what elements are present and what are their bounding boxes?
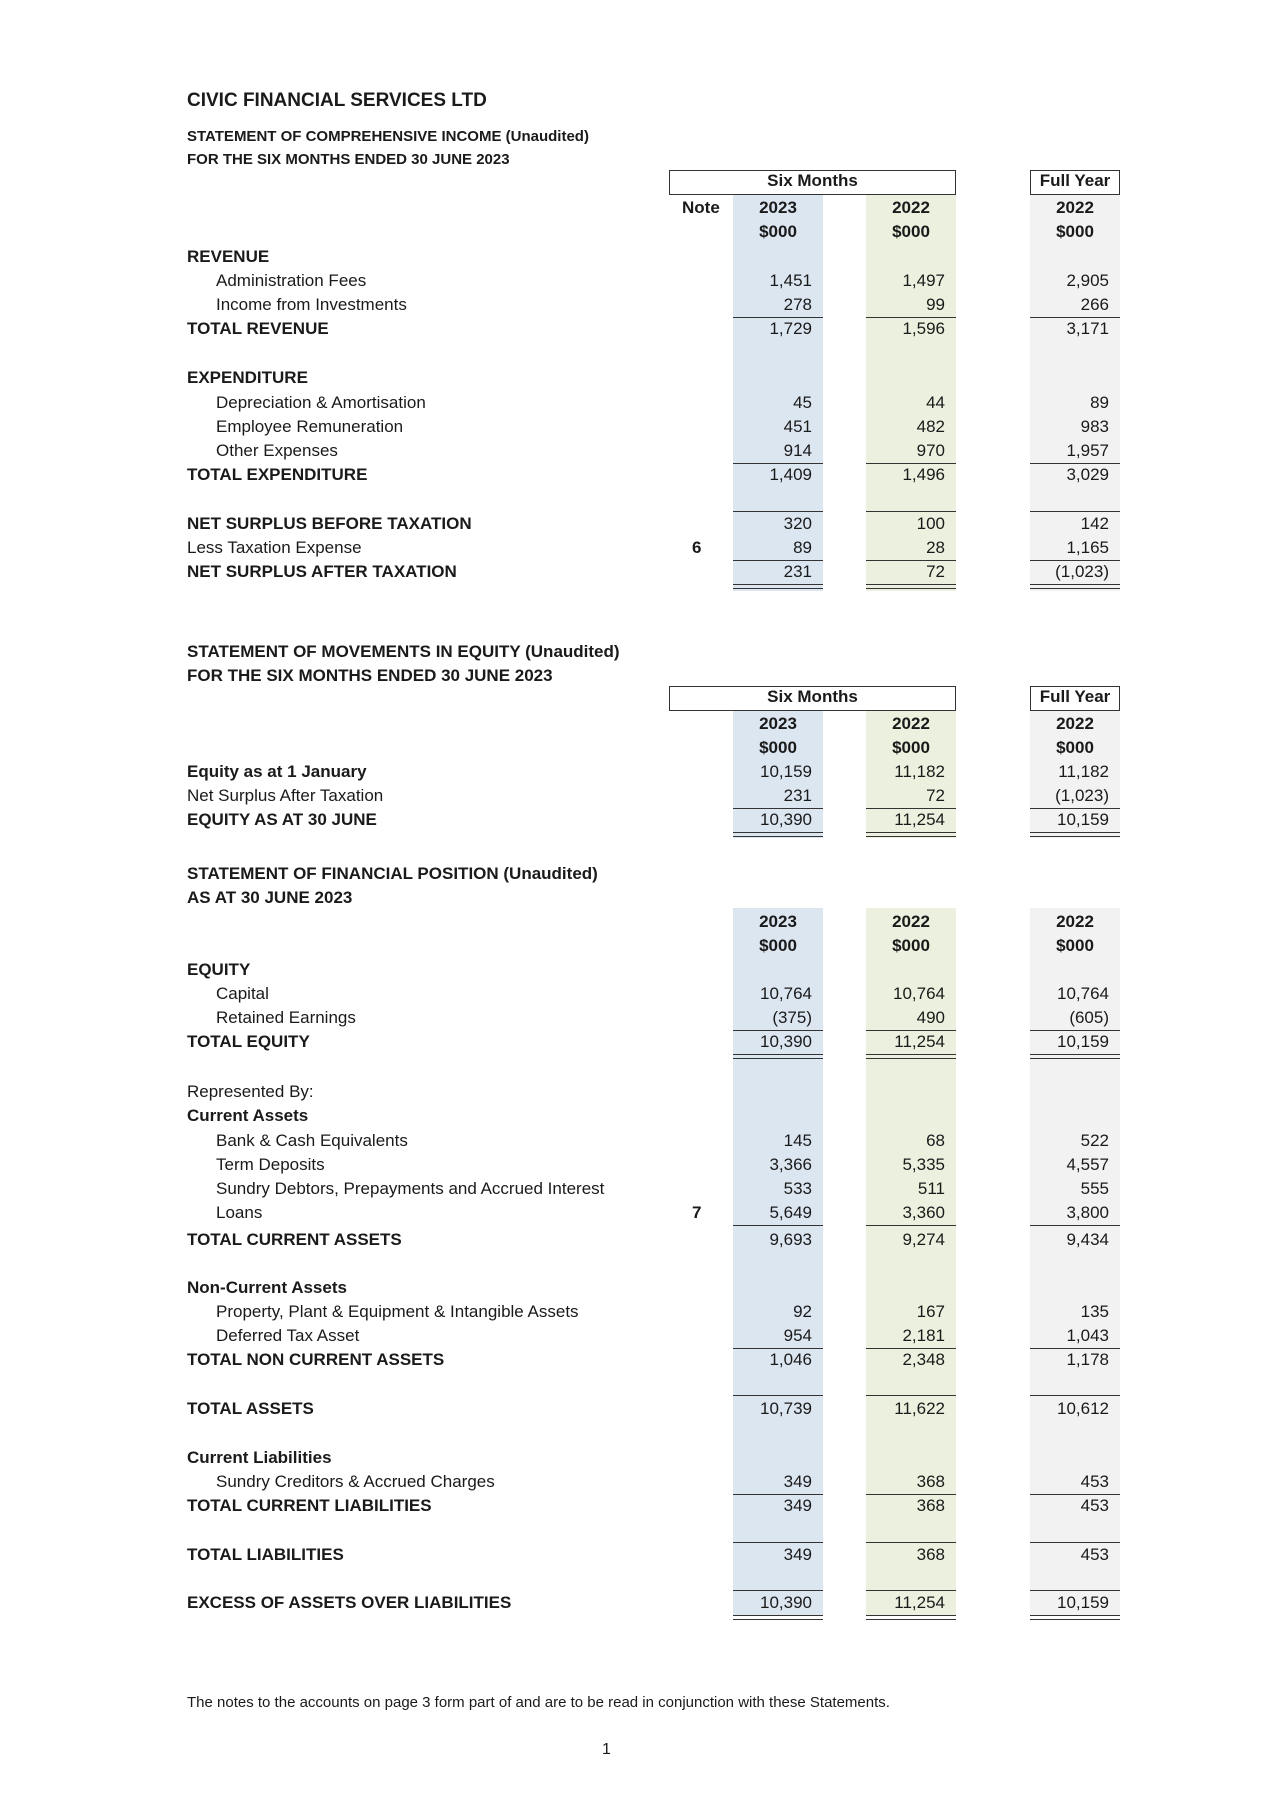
depreciation-2022: 44 xyxy=(926,393,945,412)
total-current-liabilities-label: TOTAL CURRENT LIABILITIES xyxy=(187,1496,432,1515)
sundry-debtors-2023: 533 xyxy=(783,1179,812,1198)
equity-full-year-header-box: Full Year xyxy=(1030,686,1120,711)
bank-fy2022: 522 xyxy=(1080,1131,1109,1150)
rule xyxy=(866,1225,956,1226)
rule xyxy=(733,317,823,318)
total-assets-2023: 10,739 xyxy=(760,1399,812,1418)
excess-2023: 10,390 xyxy=(760,1593,812,1612)
total-current-liabilities-fy2022: 453 xyxy=(1080,1496,1109,1515)
opening-equity-2022: 11,182 xyxy=(894,762,945,781)
rule xyxy=(733,1225,823,1226)
tax-expense-fy2022: 1,165 xyxy=(1066,538,1109,557)
excess-2022: 11,254 xyxy=(894,1593,945,1612)
company-name: CIVIC FINANCIAL SERVICES LTD xyxy=(187,90,487,111)
bank-2022: 68 xyxy=(926,1131,945,1150)
tax-note-ref: 6 xyxy=(692,538,702,557)
tax-expense-2023: 89 xyxy=(793,538,812,557)
income-title: STATEMENT OF COMPREHENSIVE INCOME (Unaudited) xyxy=(187,128,589,145)
retained-earnings-2023: (375) xyxy=(772,1008,812,1027)
total-noncurrent-2022: 2,348 xyxy=(902,1350,945,1369)
rule xyxy=(733,1348,823,1349)
ppe-label: Property, Plant & Equipment & Intangible Assets xyxy=(216,1302,579,1321)
capital-fy2022: 10,764 xyxy=(1057,984,1109,1003)
surplus-before-tax-2023: 320 xyxy=(783,514,812,533)
depreciation-fy2022: 89 xyxy=(1090,393,1109,412)
employee-remuneration-2022: 482 xyxy=(916,417,945,436)
term-deposits-fy2022: 4,557 xyxy=(1066,1155,1109,1174)
income-col1-unit: $000 xyxy=(759,222,797,241)
equity-surplus-fy2022: (1,023) xyxy=(1055,786,1109,805)
rule xyxy=(733,1494,823,1495)
rule xyxy=(733,1542,823,1543)
investment-income-fy2022: 266 xyxy=(1080,295,1109,314)
term-deposits-2022: 5,335 xyxy=(902,1155,945,1174)
sundry-debtors-label: Sundry Debtors, Prepayments and Accrued Interest xyxy=(216,1179,605,1198)
equity-col1-unit: $000 xyxy=(759,738,797,757)
capital-2022: 10,764 xyxy=(893,984,945,1003)
bank-2023: 145 xyxy=(783,1131,812,1150)
term-deposits-label: Term Deposits xyxy=(216,1155,325,1174)
equity-surplus-2023: 231 xyxy=(783,786,812,805)
ppe-fy2022: 135 xyxy=(1080,1302,1109,1321)
rule xyxy=(733,808,823,809)
rule xyxy=(1030,463,1120,464)
depreciation-2023: 45 xyxy=(793,393,812,412)
rule xyxy=(1030,1590,1120,1591)
depreciation-label: Depreciation & Amortisation xyxy=(216,393,426,412)
position-col3-unit: $000 xyxy=(1056,936,1094,955)
loans-2022: 3,360 xyxy=(902,1203,945,1222)
capital-label: Capital xyxy=(216,984,269,1003)
retained-earnings-2022: 490 xyxy=(916,1008,945,1027)
admin-fees-label: Administration Fees xyxy=(216,271,367,290)
rule xyxy=(866,1542,956,1543)
rule xyxy=(866,511,956,512)
total-expenditure-fy2022: 3,029 xyxy=(1066,465,1109,484)
excess-label: EXCESS OF ASSETS OVER LIABILITIES xyxy=(187,1593,512,1612)
investment-income-2022: 99 xyxy=(926,295,945,314)
position-col2-unit: $000 xyxy=(892,936,930,955)
tax-expense-2022: 28 xyxy=(926,538,945,557)
total-equity-2022: 11,254 xyxy=(894,1032,945,1051)
income-col2-unit: $000 xyxy=(892,222,930,241)
equity-surplus-2022: 72 xyxy=(926,786,945,805)
bank-label: Bank & Cash Equivalents xyxy=(216,1131,408,1150)
double-rule xyxy=(733,584,823,589)
sundry-debtors-2022: 511 xyxy=(917,1179,945,1198)
rule xyxy=(1030,1494,1120,1495)
closing-equity-fy2022: 10,159 xyxy=(1057,810,1109,829)
rule xyxy=(733,511,823,512)
total-assets-fy2022: 10,612 xyxy=(1057,1399,1109,1418)
total-revenue-2022: 1,596 xyxy=(902,319,945,338)
note-column-header: Note xyxy=(682,198,720,217)
revenue-heading: REVENUE xyxy=(187,247,270,266)
opening-equity-fy2022: 11,182 xyxy=(1058,762,1109,781)
rule xyxy=(1030,560,1120,561)
income-col3-year: 2022 xyxy=(1056,198,1094,217)
rule xyxy=(866,1590,956,1591)
total-equity-label: TOTAL EQUITY xyxy=(187,1032,310,1051)
rule xyxy=(733,1590,823,1591)
rule xyxy=(866,1395,956,1396)
total-expenditure-2023: 1,409 xyxy=(769,465,812,484)
total-current-liabilities-2023: 349 xyxy=(783,1496,812,1515)
rule xyxy=(1030,317,1120,318)
position-period: AS AT 30 JUNE 2023 xyxy=(187,888,353,907)
sundry-debtors-fy2022: 555 xyxy=(1080,1179,1109,1198)
current-assets-heading: Current Assets xyxy=(187,1106,309,1125)
other-expenses-label: Other Expenses xyxy=(216,441,338,460)
rule xyxy=(866,463,956,464)
rule xyxy=(866,808,956,809)
deferred-tax-2023: 954 xyxy=(783,1326,812,1345)
retained-earnings-label: Retained Earnings xyxy=(216,1008,356,1027)
other-expenses-2022: 970 xyxy=(916,441,945,460)
rule xyxy=(866,1348,956,1349)
equity-col2-unit: $000 xyxy=(892,738,930,757)
total-assets-label: TOTAL ASSETS xyxy=(187,1399,314,1418)
position-col3-year: 2022 xyxy=(1056,912,1094,931)
income-col2-year: 2022 xyxy=(892,198,930,217)
represented-by-label: Represented By: xyxy=(187,1082,314,1101)
surplus-after-tax-label: NET SURPLUS AFTER TAXATION xyxy=(187,562,457,581)
surplus-after-tax-2023: 231 xyxy=(783,562,812,581)
deferred-tax-fy2022: 1,043 xyxy=(1066,1326,1109,1345)
total-expenditure-label: TOTAL EXPENDITURE xyxy=(187,465,368,484)
creditors-2023: 349 xyxy=(783,1472,812,1491)
income-period: FOR THE SIX MONTHS ENDED 30 JUNE 2023 xyxy=(187,151,510,168)
closing-equity-label: EQUITY AS AT 30 JUNE xyxy=(187,810,377,829)
rule xyxy=(1030,511,1120,512)
position-title: STATEMENT OF FINANCIAL POSITION (Unaudited) xyxy=(187,864,598,883)
total-current-assets-label: TOTAL CURRENT ASSETS xyxy=(187,1230,402,1249)
ppe-2022: 167 xyxy=(916,1302,945,1321)
total-noncurrent-2023: 1,046 xyxy=(769,1350,812,1369)
total-current-assets-2023: 9,693 xyxy=(769,1230,812,1249)
position-col1-year: 2023 xyxy=(759,912,797,931)
other-expenses-fy2022: 1,957 xyxy=(1066,441,1109,460)
total-liabilities-2022: 368 xyxy=(916,1545,945,1564)
double-rule xyxy=(1030,584,1120,589)
tax-expense-label: Less Taxation Expense xyxy=(187,538,362,557)
total-revenue-fy2022: 3,171 xyxy=(1066,319,1109,338)
excess-fy2022: 10,159 xyxy=(1057,1593,1109,1612)
total-current-liabilities-2022: 368 xyxy=(916,1496,945,1515)
rule xyxy=(1030,1395,1120,1396)
closing-equity-2022: 11,254 xyxy=(894,810,945,829)
term-deposits-2023: 3,366 xyxy=(769,1155,812,1174)
rule xyxy=(866,1494,956,1495)
equity-surplus-label: Net Surplus After Taxation xyxy=(187,786,384,805)
total-current-assets-fy2022: 9,434 xyxy=(1066,1230,1109,1249)
creditors-fy2022: 453 xyxy=(1080,1472,1109,1491)
surplus-before-tax-label: NET SURPLUS BEFORE TAXATION xyxy=(187,514,472,533)
equity-six-months-header-box: Six Months xyxy=(669,686,956,711)
total-current-assets-2022: 9,274 xyxy=(902,1230,945,1249)
employee-remuneration-label: Employee Remuneration xyxy=(216,417,404,436)
admin-fees-2022: 1,497 xyxy=(902,271,945,290)
income-col3-unit: $000 xyxy=(1056,222,1094,241)
total-equity-fy2022: 10,159 xyxy=(1057,1032,1109,1051)
employee-remuneration-fy2022: 983 xyxy=(1080,417,1109,436)
full-year-header-box: Full Year xyxy=(1030,170,1120,195)
deferred-tax-2022: 2,181 xyxy=(902,1326,945,1345)
position-col1-unit: $000 xyxy=(759,936,797,955)
equity-col1-year: 2023 xyxy=(759,714,797,733)
double-rule xyxy=(866,584,956,589)
other-expenses-2023: 914 xyxy=(783,441,812,460)
rule xyxy=(1030,1225,1120,1226)
rule xyxy=(1030,808,1120,809)
double-rule xyxy=(1030,1054,1120,1059)
loans-label: Loans xyxy=(216,1203,263,1222)
expenditure-heading: EXPENDITURE xyxy=(187,368,308,387)
total-liabilities-label: TOTAL LIABILITIES xyxy=(187,1545,344,1564)
total-liabilities-fy2022: 453 xyxy=(1080,1545,1109,1564)
double-rule xyxy=(866,832,956,837)
rule xyxy=(866,1030,956,1031)
employee-remuneration-2023: 451 xyxy=(783,417,812,436)
retained-earnings-fy2022: (605) xyxy=(1069,1008,1109,1027)
total-expenditure-2022: 1,496 xyxy=(902,465,945,484)
footnote: The notes to the accounts on page 3 form part of and are to be read in conjunction with these Statements. xyxy=(187,1694,890,1711)
total-revenue-2023: 1,729 xyxy=(769,319,812,338)
creditors-label: Sundry Creditors & Accrued Charges xyxy=(216,1472,495,1491)
double-rule xyxy=(733,1615,823,1620)
rule xyxy=(1030,1542,1120,1543)
rule xyxy=(866,317,956,318)
opening-equity-label: Equity as at 1 January xyxy=(187,762,367,781)
rule xyxy=(733,1030,823,1031)
surplus-before-tax-2022: 100 xyxy=(916,514,945,533)
ppe-2023: 92 xyxy=(793,1302,812,1321)
double-rule xyxy=(733,832,823,837)
rule xyxy=(733,463,823,464)
position-col2-year: 2022 xyxy=(892,912,930,931)
rule xyxy=(733,1395,823,1396)
rule xyxy=(733,560,823,561)
rule xyxy=(1030,1348,1120,1349)
creditors-2022: 368 xyxy=(916,1472,945,1491)
equity-col3-unit: $000 xyxy=(1056,738,1094,757)
equity-col3-year: 2022 xyxy=(1056,714,1094,733)
double-rule xyxy=(1030,832,1120,837)
total-noncurrent-label: TOTAL NON CURRENT ASSETS xyxy=(187,1350,445,1369)
equity-movements-period: FOR THE SIX MONTHS ENDED 30 JUNE 2023 xyxy=(187,666,553,685)
equity-col2-year: 2022 xyxy=(892,714,930,733)
closing-equity-2023: 10,390 xyxy=(760,810,812,829)
surplus-after-tax-fy2022: (1,023) xyxy=(1055,562,1109,581)
double-rule xyxy=(866,1615,956,1620)
six-months-header-box: Six Months xyxy=(669,170,956,195)
double-rule xyxy=(733,1054,823,1059)
equity-heading: EQUITY xyxy=(187,960,251,979)
surplus-after-tax-2022: 72 xyxy=(926,562,945,581)
current-liabilities-heading: Current Liabilities xyxy=(187,1448,332,1467)
total-assets-2022: 11,622 xyxy=(894,1399,945,1418)
rule xyxy=(1030,1030,1120,1031)
loans-2023: 5,649 xyxy=(769,1203,812,1222)
double-rule xyxy=(1030,1615,1120,1620)
equity-movements-title: STATEMENT OF MOVEMENTS IN EQUITY (Unaudited) xyxy=(187,642,620,661)
deferred-tax-label: Deferred Tax Asset xyxy=(216,1326,360,1345)
total-equity-2023: 10,390 xyxy=(760,1032,812,1051)
total-revenue-label: TOTAL REVENUE xyxy=(187,319,329,338)
double-rule xyxy=(866,1054,956,1059)
total-liabilities-2023: 349 xyxy=(783,1545,812,1564)
income-col1-year: 2023 xyxy=(759,198,797,217)
admin-fees-2023: 1,451 xyxy=(769,271,812,290)
opening-equity-2023: 10,159 xyxy=(760,762,812,781)
loans-fy2022: 3,800 xyxy=(1066,1203,1109,1222)
noncurrent-assets-heading: Non-Current Assets xyxy=(187,1278,347,1297)
loans-note-ref: 7 xyxy=(692,1203,702,1222)
page-number: 1 xyxy=(602,1741,611,1758)
admin-fees-fy2022: 2,905 xyxy=(1066,271,1109,290)
investment-income-2023: 278 xyxy=(783,295,812,314)
capital-2023: 10,764 xyxy=(760,984,812,1003)
investment-income-label: Income from Investments xyxy=(216,295,407,314)
surplus-before-tax-fy2022: 142 xyxy=(1080,514,1109,533)
rule xyxy=(866,560,956,561)
total-noncurrent-fy2022: 1,178 xyxy=(1066,1350,1109,1369)
